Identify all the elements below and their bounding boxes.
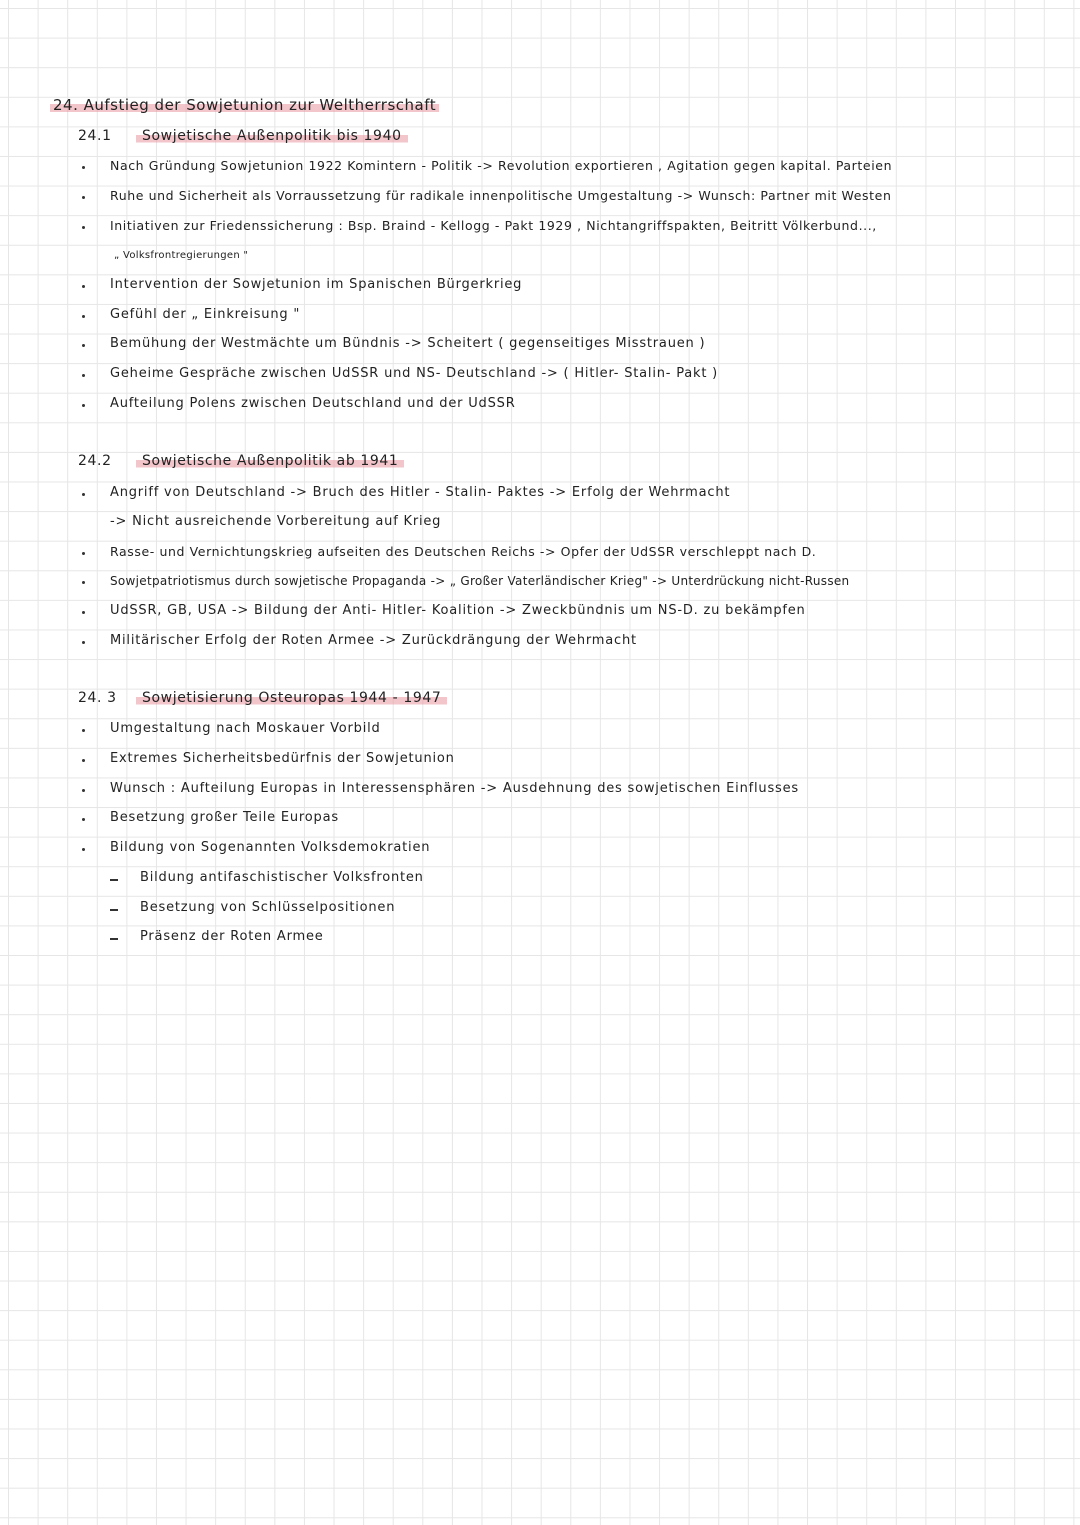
dash-marker <box>110 879 118 881</box>
section-number: 24.1 <box>78 128 112 144</box>
bullet-point <box>82 285 85 288</box>
section-heading-24-3 <box>78 690 447 706</box>
note-subline: Besetzung von Schlüsselpositionen <box>140 900 396 915</box>
note-line: Intervention der Sowjetunion im Spanischen Bürgerkrieg <box>110 277 523 292</box>
section-title: Sowjetisierung Osteuropas 1944 - 1947 <box>136 690 447 706</box>
note-line: Angriff von Deutschland -> Bruch des Hitler - Stalin- Paktes -> Erfolg der Wehrmacht <box>110 485 731 500</box>
note-line-continuation: -> Nicht ausreichende Vorbereitung auf Krieg <box>110 514 442 529</box>
bullet-point <box>82 226 85 229</box>
bullet-point <box>82 166 85 169</box>
bullet-point <box>82 552 85 555</box>
note-line-continuation: „ Volksfrontregierungen " <box>114 250 249 261</box>
section-title: Sowjetische Außenpolitik bis 1940 <box>136 128 408 144</box>
note-subline: Präsenz der Roten Armee <box>140 929 324 944</box>
note-line: Wunsch : Aufteilung Europas in Interessensphären -> Ausdehnung des sowjetischen Einflusses <box>110 781 799 796</box>
note-line: Nach Gründung Sowjetunion 1922 Komintern - Politik -> Revolution exportieren , Agitation gegen kapital. Parteien <box>110 158 893 173</box>
note-line: UdSSR, GB, USA -> Bildung der Anti- Hitler- Koalition -> Zweckbündnis um NS-D. zu bekämpfen <box>110 603 806 618</box>
bullet-point <box>82 344 85 347</box>
bullet-point <box>82 848 85 851</box>
main-title <box>50 96 439 114</box>
section-heading-24-1 <box>78 128 408 144</box>
bullet-point <box>82 818 85 821</box>
note-line: Bemühung der Westmächte um Bündnis -> Scheitert ( gegenseitiges Misstrauen ) <box>110 336 706 351</box>
bullet-point <box>82 759 85 762</box>
section-number: 24.2 <box>78 453 112 469</box>
bullet-point <box>82 315 85 318</box>
note-line: Sowjetpatriotismus durch sowjetische Propaganda -> „ Großer Vaterländischer Krieg" -> Unterdrückung nicht-Russen <box>110 574 850 588</box>
bullet-point <box>82 729 85 732</box>
note-line: Rasse- und Vernichtungskrieg aufseiten des Deutschen Reichs -> Opfer der UdSSR verschleppt nach D. <box>110 544 817 559</box>
bullet-point <box>82 404 85 407</box>
bullet-point <box>82 196 85 199</box>
bullet-point <box>82 641 85 644</box>
note-line: Geheime Gespräche zwischen UdSSR und NS- Deutschland -> ( Hitler- Stalin- Pakt ) <box>110 366 719 381</box>
section-title: Sowjetische Außenpolitik ab 1941 <box>136 453 404 469</box>
note-line: Extremes Sicherheitsbedürfnis der Sowjetunion <box>110 751 455 766</box>
bullet-point <box>82 789 85 792</box>
bullet-point <box>82 374 85 377</box>
note-line: Gefühl der „ Einkreisung " <box>110 307 301 322</box>
note-line: Besetzung großer Teile Europas <box>110 810 339 825</box>
note-line: Militärischer Erfolg der Roten Armee -> Zurückdrängung der Wehrmacht <box>110 633 637 648</box>
note-line: Umgestaltung nach Moskauer Vorbild <box>110 721 381 736</box>
bullet-point <box>82 493 85 496</box>
section-heading-24-2 <box>78 453 404 469</box>
note-line: Aufteilung Polens zwischen Deutschland und der UdSSR <box>110 396 516 411</box>
note-line: Initiativen zur Friedenssicherung : Bsp. Braind - Kellogg - Pakt 1929 , Nichtangriffspakten, Beitritt Völkerbund..., <box>110 218 877 233</box>
bullet-point <box>82 611 85 614</box>
note-subline: Bildung antifaschistischer Volksfronten <box>140 870 424 885</box>
note-line: Ruhe und Sicherheit als Vorraussetzung für radikale innenpolitische Umgestaltung -> Wunsch: Partner mit Westen <box>110 188 892 203</box>
main-title-text: 24. Aufstieg der Sowjetunion zur Weltherrschaft <box>50 96 439 114</box>
dash-marker <box>110 938 118 940</box>
note-line: Bildung von Sogenannten Volksdemokratien <box>110 840 431 855</box>
bullet-point <box>82 581 85 584</box>
dash-marker <box>110 909 118 911</box>
section-number: 24. 3 <box>78 690 117 706</box>
